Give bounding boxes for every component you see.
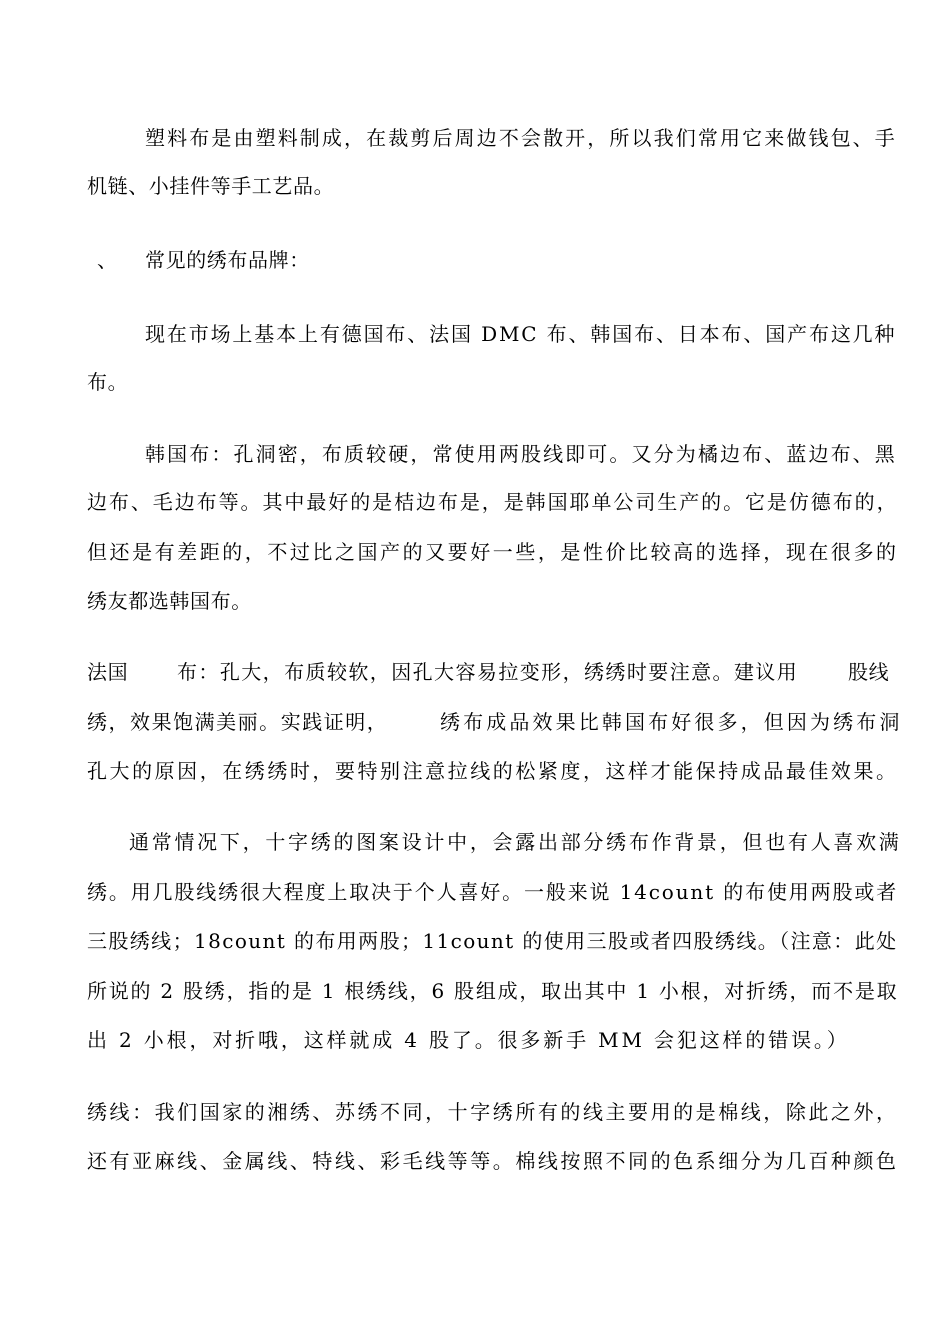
paragraph-plastic-cloth-line-2: 机链、小挂件等手工艺品。 (87, 174, 335, 198)
paragraph-korean-cloth-line-4: 绣友都选韩国布。 (87, 589, 252, 613)
paragraph-korean-cloth-line-3: 但还是有差距的，不过比之国产的又要好一些，是性价比较高的选择，现在很多的 (87, 540, 899, 564)
paragraph-background-usage-line-3: 三股绣线；18count 的布用两股；11count 的使用三股或者四股绣线。（注意：此处 (87, 929, 898, 953)
paragraph-french-cloth-line-3: 孔大的原因，在绣绣时，要特别注意拉线的松紧度，这样才能保持成品最佳效果。 (87, 759, 899, 783)
paragraph-market-brands-line-1: 现在市场上基本上有德国布、法国 DMC 布、韩国布、日本布、国产布这几种 (145, 322, 897, 346)
paragraph-french-cloth-line-1-b: 布：孔大，布质较软，因孔大容易拉变形，绣绣时要注意。建议用 (177, 660, 799, 684)
paragraph-french-cloth-line-2-b: 绣布成品效果比韩国布好很多，但因为绣布洞 (440, 710, 903, 734)
paragraph-korean-cloth-line-2: 边布、毛边布等。其中最好的是桔边布是，是韩国耶单公司生产的。它是仿德布的， (87, 490, 899, 514)
paragraph-plastic-cloth-line-1: 塑料布是由塑料制成，在裁剪后周边不会散开，所以我们常用它来做钱包、手 (145, 126, 897, 150)
paragraph-background-usage-line-4: 所说的 2 股绣，指的是 1 根绣线，6 股组成，取出其中 1 小根，对折绣，而不是取 (87, 979, 899, 1003)
paragraph-background-usage-line-1: 通常情况下，十字绣的图案设计中，会露出部分绣布作背景，但也有人喜欢满 (129, 830, 902, 854)
paragraph-thread-line-1: 绣线：我们国家的湘绣、苏绣不同，十字绣所有的线主要用的是棉线，除此之外， (87, 1100, 899, 1124)
paragraph-background-usage-line-5: 出 2 小根，对折哦，这样就成 4 股了。很多新手 MM 会犯这样的错误。） (87, 1028, 850, 1052)
section-heading-brands: 常见的绣布品牌： (145, 248, 310, 272)
paragraph-background-usage-line-2: 绣。用几股线绣很大程度上取决于个人喜好。一般来说 14count 的布使用两股或者 (87, 880, 899, 904)
list-marker: 、 (97, 248, 118, 272)
paragraph-french-cloth-line-1-c: 股线 (848, 660, 890, 684)
paragraph-market-brands-line-2: 布。 (87, 370, 129, 394)
paragraph-thread-line-2: 还有亚麻线、金属线、特线、彩毛线等等。棉线按照不同的色系细分为几百种颜色 (87, 1149, 899, 1173)
paragraph-french-cloth-line-2-a: 绣，效果饱满美丽。实践证明， (87, 710, 389, 734)
paragraph-korean-cloth-line-1: 韩国布：孔洞密，布质较硬，常使用两股线即可。又分为橘边布、蓝边布、黑 (145, 442, 897, 466)
paragraph-french-cloth-line-1-a: 法国 (87, 660, 129, 684)
